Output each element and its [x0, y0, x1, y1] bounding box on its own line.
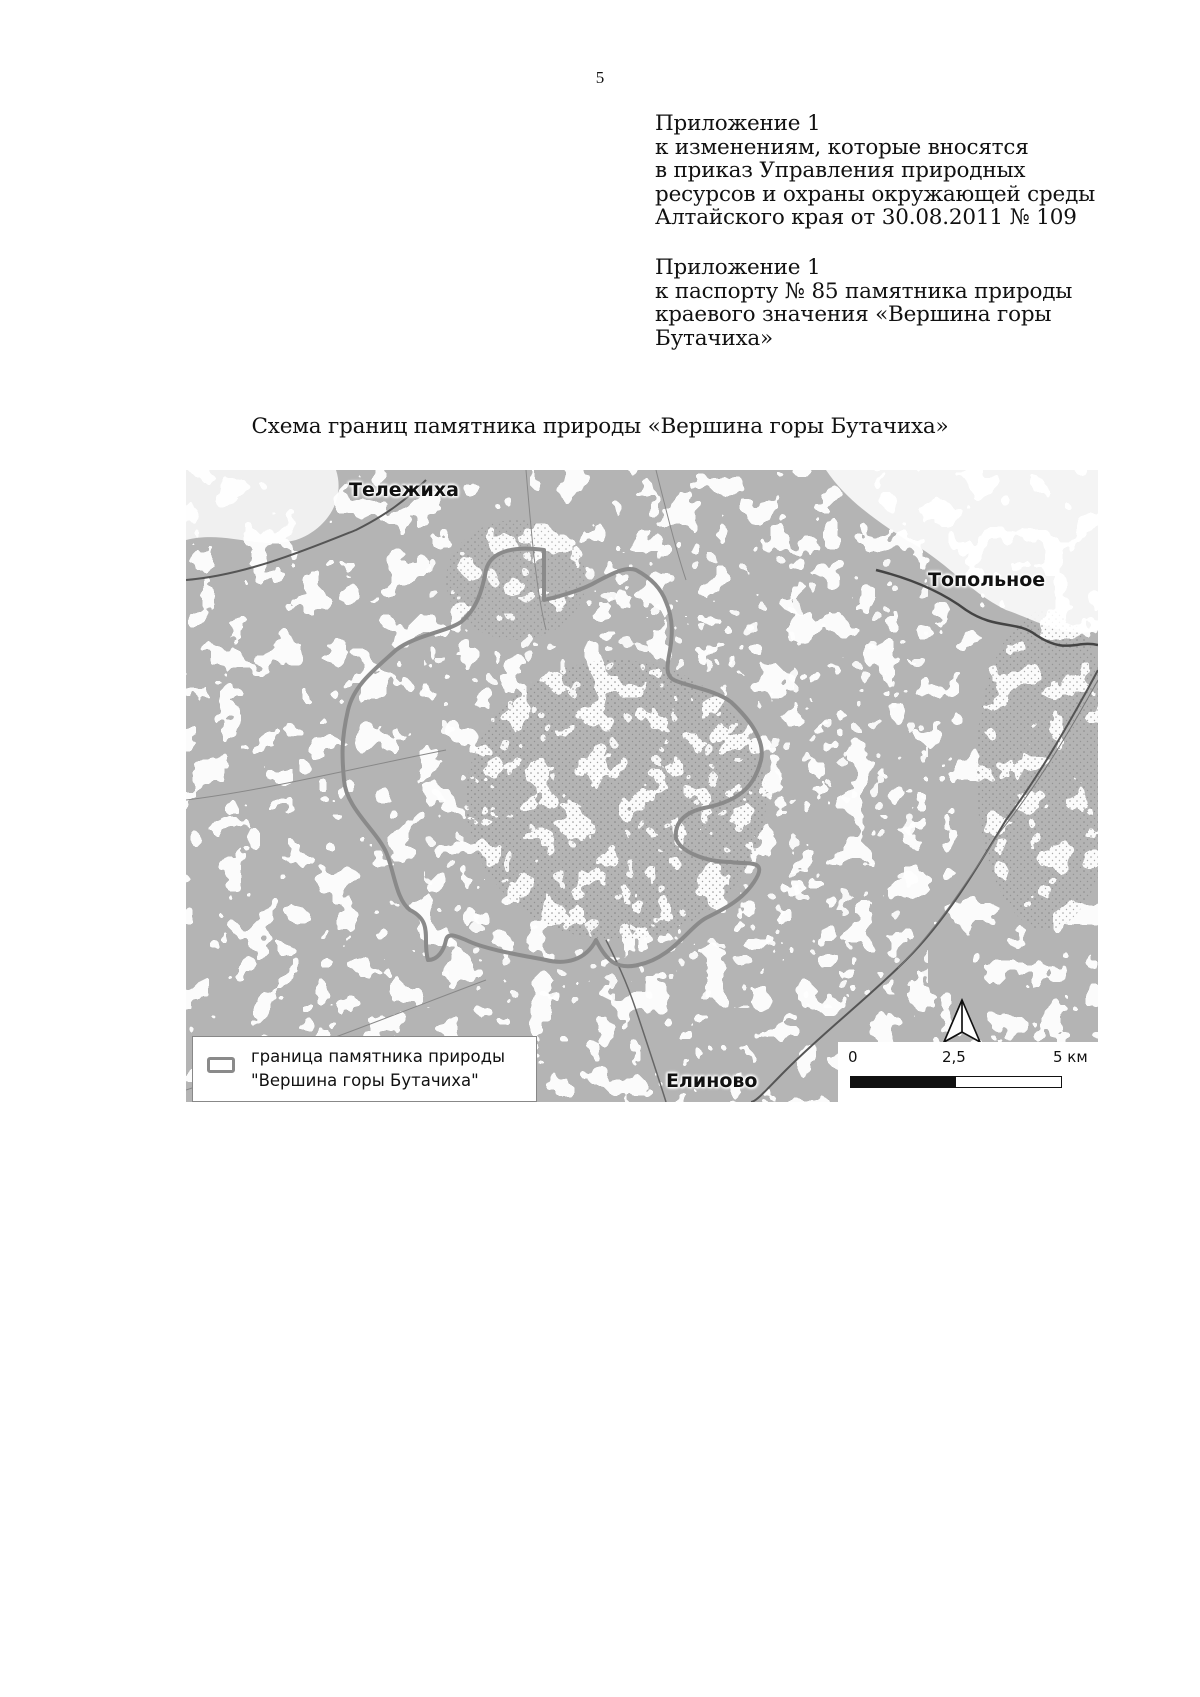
north-area-dots	[446, 520, 586, 640]
place-label-elinovo: Елиново	[666, 1070, 758, 1092]
page-number: 5	[595, 68, 605, 87]
legend-line: граница памятника природы	[251, 1047, 506, 1066]
legend-line: "Вершина горы Бутачиха"	[251, 1071, 479, 1090]
appendix-passport-heading	[655, 256, 1072, 350]
appendix-line: Приложение 1	[655, 255, 821, 280]
appendix-line: краевого значения «Вершина горы	[655, 302, 1052, 327]
appendix-line: к паспорту № 85 памятника природы	[655, 278, 1073, 304]
place-label-topolnoe: Топольное	[928, 569, 1046, 591]
scale-label-start: 0	[848, 1048, 858, 1066]
appendix-line: Бутачиха»	[655, 325, 774, 351]
scale-bar	[850, 1076, 1062, 1088]
summit-area-dots	[466, 660, 766, 940]
map-legend	[192, 1036, 537, 1102]
appendix-line: Приложение 1	[655, 111, 821, 136]
boundary-map	[186, 470, 1098, 1102]
place-label-telezhikha: Тележиха	[349, 479, 459, 501]
scale-bar-box	[838, 1042, 1098, 1102]
appendix-changes-heading	[655, 112, 1095, 230]
legend-label	[251, 1045, 505, 1093]
scale-label-middle: 2,5	[942, 1048, 966, 1066]
scale-bar-fill	[851, 1077, 956, 1087]
map-title: Схема границ памятника природы «Вершина горы Бутачиха»	[251, 414, 949, 439]
appendix-line: Алтайского края от 30.08.2011 № 109	[655, 205, 1077, 230]
north-arrow-icon	[940, 998, 984, 1044]
appendix-line: в приказ Управления природных	[655, 158, 1026, 183]
boundary-legend-swatch	[207, 1057, 235, 1073]
scale-label-end: 5 км	[1053, 1048, 1088, 1066]
appendix-line: ресурсов и охраны окружающей среды	[655, 181, 1096, 207]
appendix-line: к изменениям, которые вносятся	[655, 134, 1029, 160]
